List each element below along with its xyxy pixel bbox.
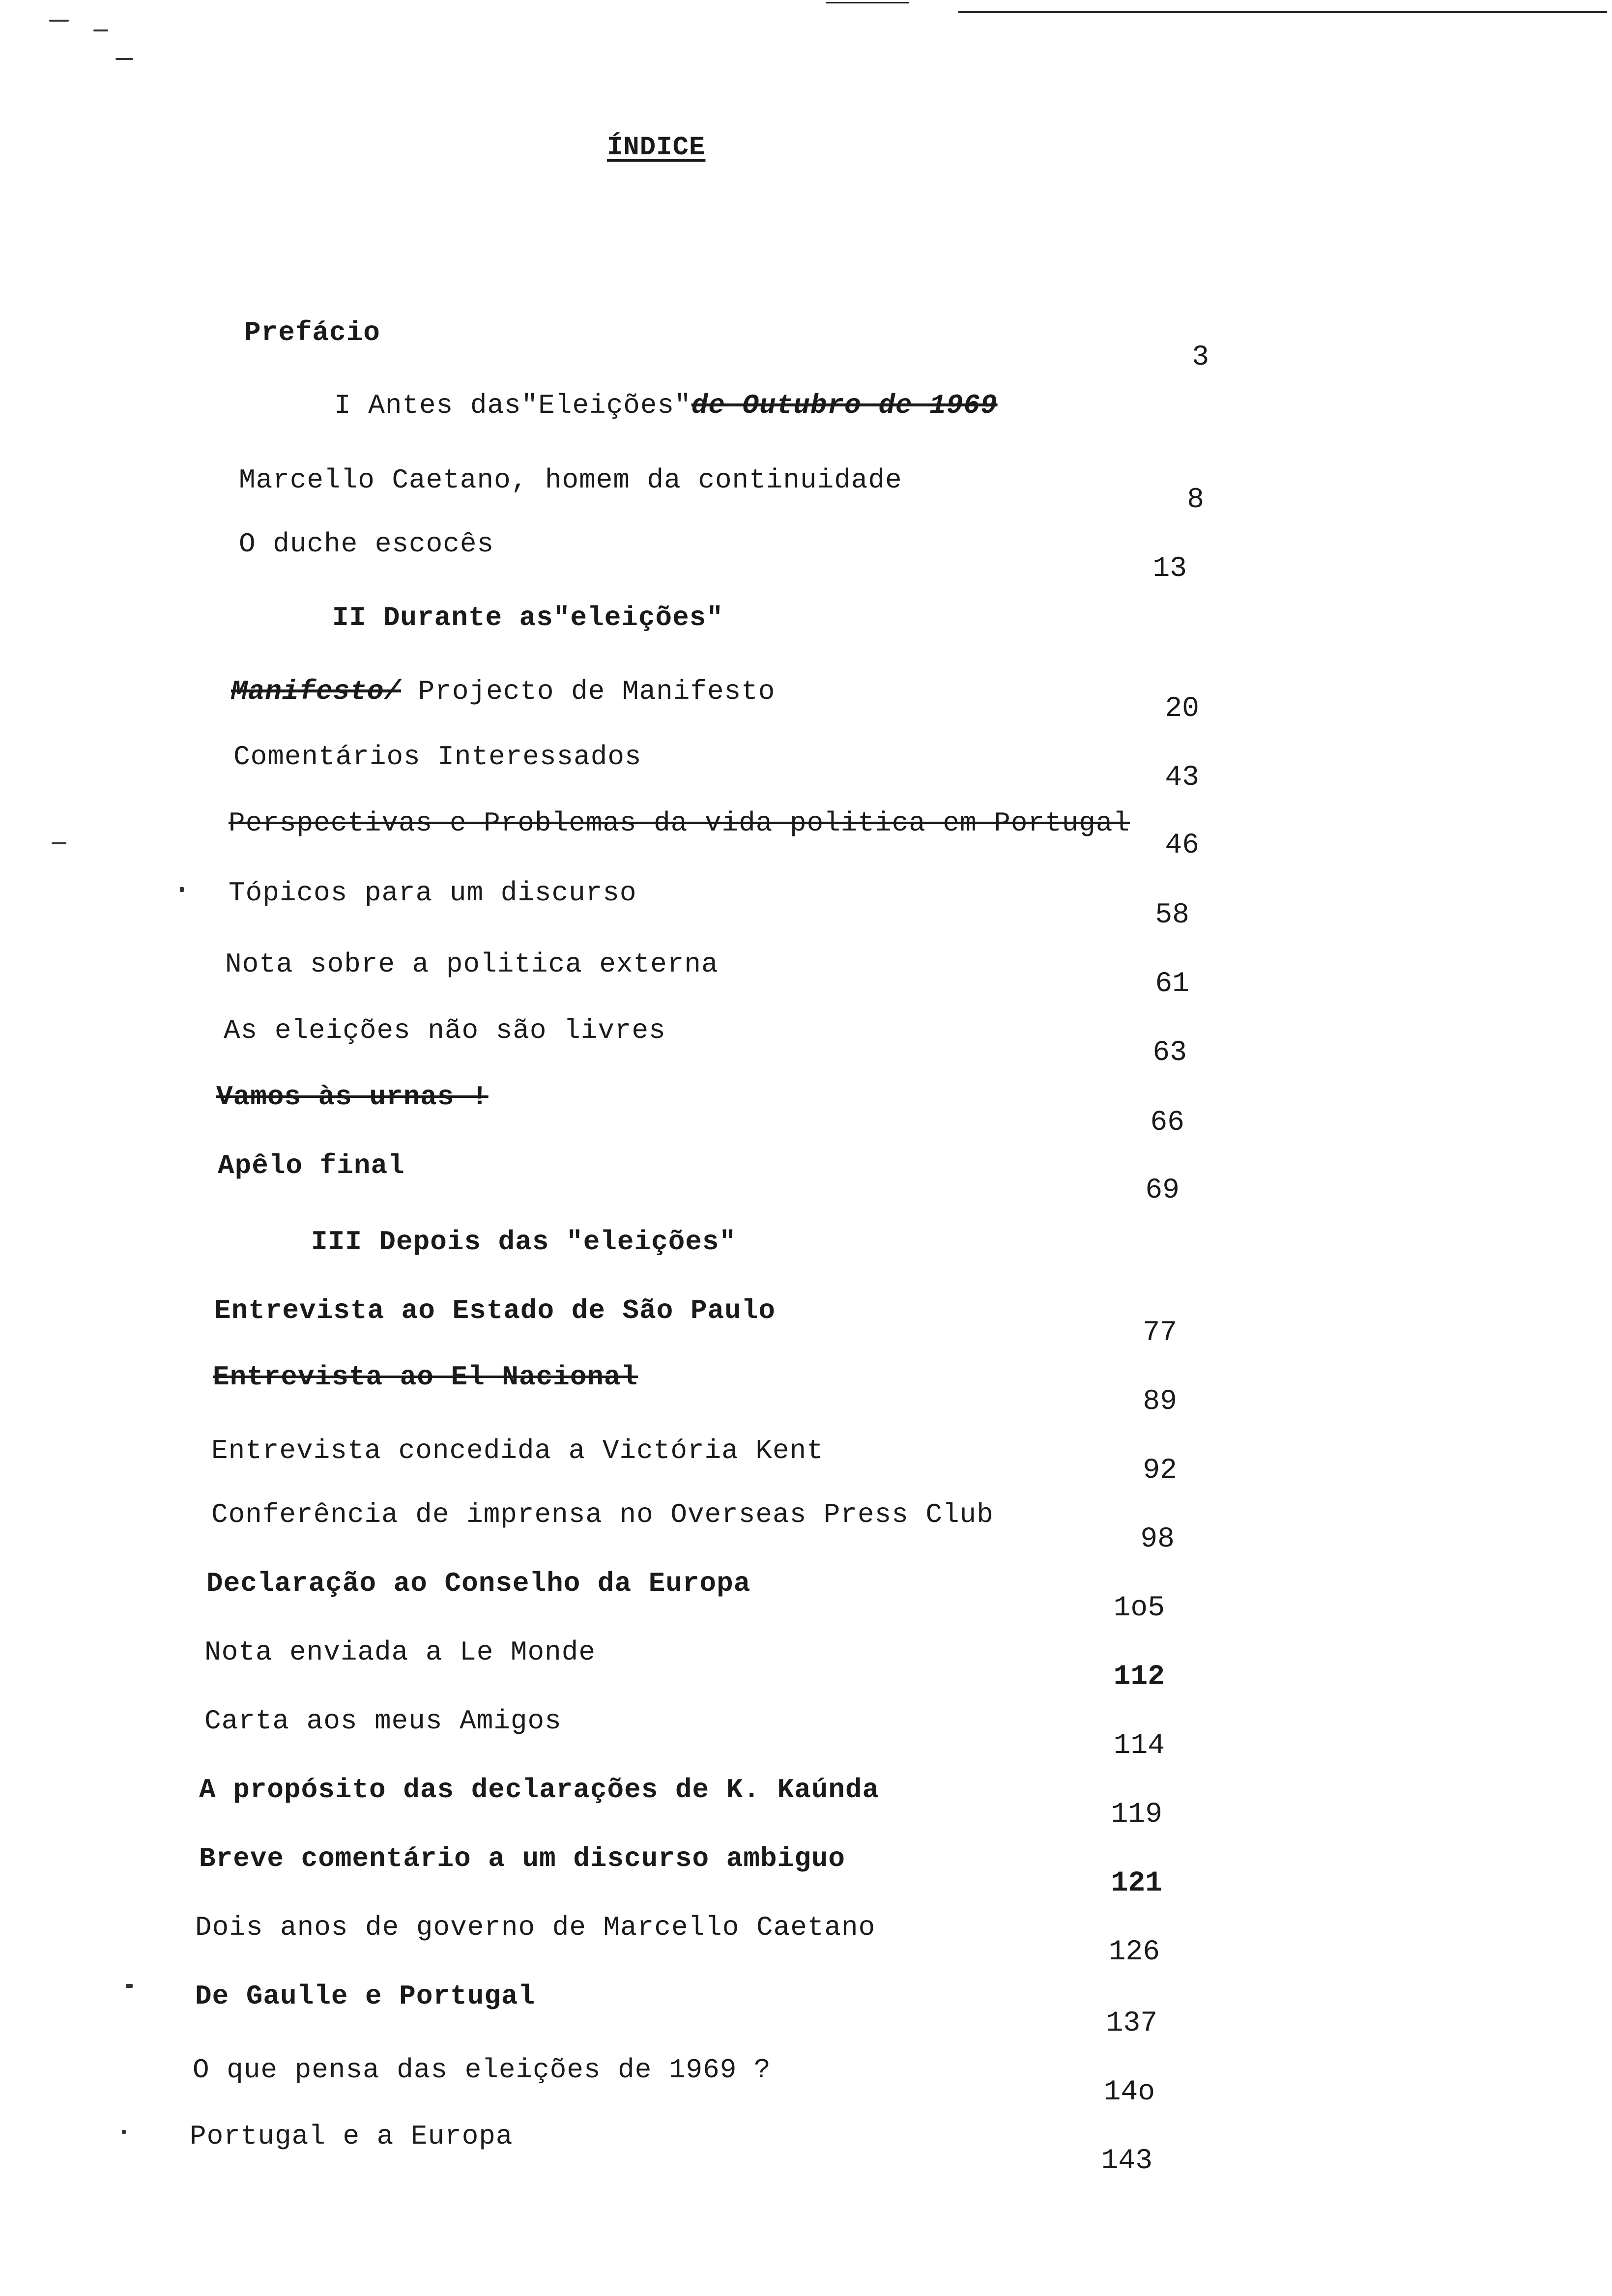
toc-page-number: 92 xyxy=(1143,1455,1177,1487)
toc-entry-label: As eleições não são livres xyxy=(224,1015,666,1046)
toc-entry-label: Marcello Caetano, homem da continuidade xyxy=(239,464,902,496)
toc-page-number: 58 xyxy=(1155,899,1189,931)
toc-page-number: 20 xyxy=(1165,693,1199,725)
toc-page-number: 112 xyxy=(1113,1661,1165,1693)
scan-speck xyxy=(115,58,133,60)
toc-entry-label: Nota enviada a Le Monde xyxy=(204,1636,596,1668)
toc-page-number: 69 xyxy=(1145,1175,1180,1206)
toc-page-number: 46 xyxy=(1165,830,1199,861)
toc-entry-label: Vamos às urnas ! xyxy=(216,1081,489,1113)
scan-speck xyxy=(49,20,69,22)
toc-entry-label: Portugal e a Europa xyxy=(190,2121,513,2152)
toc-page-number: 137 xyxy=(1106,2008,1157,2039)
toc-page-number: 119 xyxy=(1111,1799,1162,1831)
toc-page-number: 43 xyxy=(1165,762,1199,794)
toc-page-number: 14o xyxy=(1103,2076,1155,2108)
toc-page-number: 143 xyxy=(1101,2145,1152,2177)
toc-entry-label: Prefácio xyxy=(244,317,380,348)
scan-speck xyxy=(180,887,184,892)
section-heading: II Durante as"eleições" xyxy=(332,602,723,633)
toc-page-number: 114 xyxy=(1113,1730,1165,1762)
page-title: ÍNDICE xyxy=(607,133,706,163)
toc-entry-label: Comentários Interessados xyxy=(233,741,642,773)
scan-edge-line xyxy=(958,11,1607,13)
scan-speck xyxy=(93,29,108,31)
toc-entry-label xyxy=(231,676,775,707)
toc-entry-label: Entrevista ao Estado de São Paulo xyxy=(214,1295,776,1326)
section-heading: III Depois das "eleições" xyxy=(311,1226,737,1258)
toc-entry-label: Perspectivas e Problemas da vida politica em Portugal xyxy=(229,807,1130,839)
toc-entry-label: Nota sobre a politica externa xyxy=(225,948,719,980)
toc-page-number: 1o5 xyxy=(1113,1592,1165,1624)
toc-page-number: 8 xyxy=(1187,484,1204,516)
toc-entry-label: Dois anos de governo de Marcello Caetano xyxy=(195,1912,876,1943)
toc-page-number: 63 xyxy=(1152,1037,1187,1069)
toc-entry-label: Apêlo final xyxy=(218,1150,405,1181)
section-heading xyxy=(334,390,998,421)
scan-edge-line xyxy=(826,2,909,3)
crossed-out-text: de Outubro de 1969 xyxy=(691,390,998,421)
scan-speck xyxy=(126,1984,133,1988)
toc-page-number: 77 xyxy=(1143,1317,1177,1349)
toc-page-number: 13 xyxy=(1152,553,1187,585)
toc-page-number: 121 xyxy=(1111,1867,1162,1899)
toc-page-number: 3 xyxy=(1192,342,1209,373)
toc-page-number: 89 xyxy=(1143,1386,1177,1418)
toc-entry-label: Entrevista ao El Nacional xyxy=(213,1361,638,1393)
toc-entry-label: A propósito das declarações de K. Kaúnda xyxy=(199,1774,880,1806)
toc-entry-label: O que pensa das eleições de 1969 ? xyxy=(193,2054,771,2086)
toc-page-number: 61 xyxy=(1155,968,1189,1000)
toc-page-number: 66 xyxy=(1150,1107,1184,1139)
toc-entry-label: Breve comentário a um discurso ambiguo xyxy=(199,1843,846,1874)
toc-entry-label: Entrevista concedida a Victória Kent xyxy=(211,1435,824,1466)
scan-speck xyxy=(122,2130,126,2134)
toc-entry-label: Declaração ao Conselho da Europa xyxy=(206,1568,751,1599)
toc-entry-label: Tópicos para um discurso xyxy=(229,877,637,909)
toc-page-number: 98 xyxy=(1140,1523,1175,1555)
crossed-out-text: Manifesto/ xyxy=(231,676,402,707)
section-heading-label: I Antes das"Eleições" xyxy=(334,390,691,421)
toc-entry-label: Conferência de imprensa no Overseas Press Club xyxy=(211,1499,994,1530)
toc-entry-label: Carta aos meus Amigos xyxy=(204,1705,562,1737)
scan-speck xyxy=(52,842,66,844)
entry-label-text: Projecto de Manifesto xyxy=(418,676,776,707)
toc-entry-label: O duche escocês xyxy=(239,528,494,560)
toc-entry-label: De Gaulle e Portugal xyxy=(195,1980,536,2012)
toc-page-number: 126 xyxy=(1108,1936,1160,1968)
